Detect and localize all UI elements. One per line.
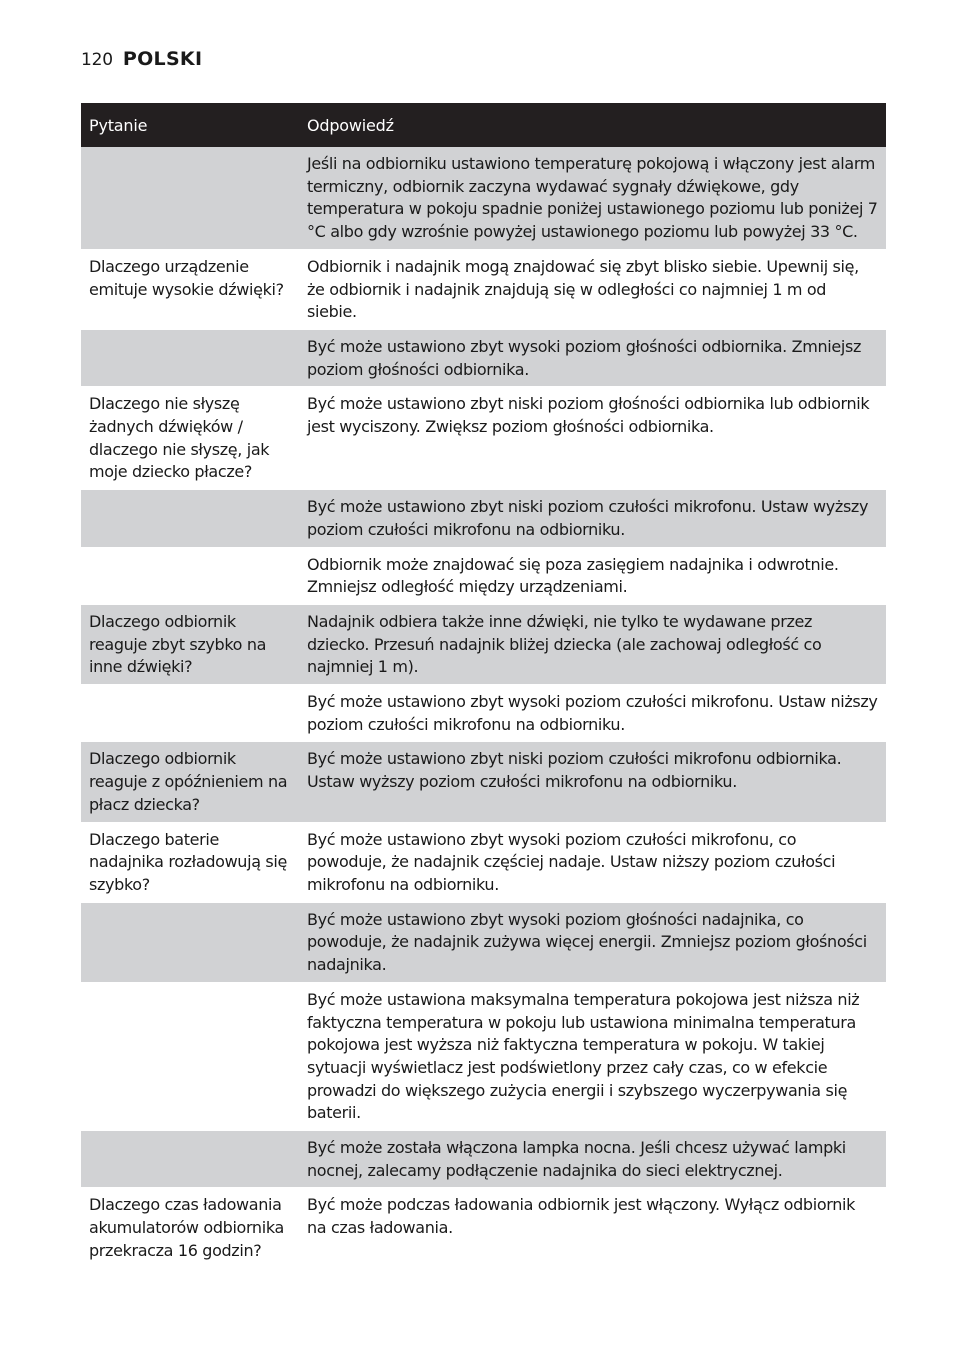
table-row xyxy=(81,982,886,1130)
question-cell xyxy=(81,902,299,982)
question-cell xyxy=(81,1131,299,1188)
question-cell xyxy=(81,982,299,1130)
table-row xyxy=(81,902,886,982)
answer-cell: Być może ustawiono zbyt niski poziom czułości mikrofonu. Ustaw wyższy poziom czułości mikrofonu na odbiorniku. xyxy=(299,490,886,547)
question-cell xyxy=(81,147,299,249)
table-row xyxy=(81,1188,886,1268)
question-cell xyxy=(81,329,299,386)
troubleshooting-table xyxy=(81,103,886,1268)
answer-cell: Odbiornik może znajdować się poza zasięgiem nadajnika i odwrotnie. Zmniejsz odległość między urządzeniami. xyxy=(299,547,886,604)
table-row xyxy=(81,604,886,684)
table-row xyxy=(81,387,886,490)
answer-cell: Jeśli na odbiorniku ustawiono temperaturę pokojową i włączony jest alarm termiczny, odbiornik zaczyna wydawać sygnały dźwiękowe, gdy temperatura w pokoju spadnie poniżej ustawionego poziomu lub poniżej 7 °C albo gdy wzrośnie powyżej ustawionego poziomu lub powyżej 33 °C. xyxy=(299,147,886,249)
answer-cell: Być może została włączona lampka nocna. Jeśli chcesz używać lampki nocnej, zalecamy podłączenie nadajnika do sieci elektrycznej. xyxy=(299,1131,886,1188)
table-row xyxy=(81,742,886,822)
question-cell: Dlaczego urządzenie emituje wysokie dźwięki? xyxy=(81,249,299,329)
question-cell: Dlaczego baterie nadajnika rozładowują się szybko? xyxy=(81,822,299,902)
table-row xyxy=(81,490,886,547)
table-row xyxy=(81,822,886,902)
table-header-row xyxy=(81,103,886,147)
language-title: POLSKI xyxy=(122,48,203,70)
answer-cell: Być może ustawiono zbyt wysoki poziom czułości mikrofonu. Ustaw niższy poziom czułości mikrofonu na odbiorniku. xyxy=(299,685,886,742)
answer-cell: Nadajnik odbiera także inne dźwięki, nie tylko te wydawane przez dziecko. Przesuń nadajnik bliżej dziecka (ale zachowaj odległość co najmniej 1 m). xyxy=(299,604,886,684)
answer-cell: Być może ustawiono zbyt wysoki poziom czułości mikrofonu, co powoduje, że nadajnik częściej nadaje. Ustaw niższy poziom czułości mikrofonu na odbiorniku. xyxy=(299,822,886,902)
answer-cell: Być może ustawiono zbyt niski poziom głośności odbiornika lub odbiornik jest wyciszony. Zwiększ poziom głośności odbiornika. xyxy=(299,387,886,490)
question-cell: Dlaczego czas ładowania akumulatorów odbiornika przekracza 16 godzin? xyxy=(81,1188,299,1268)
column-header-question: Pytanie xyxy=(81,103,299,147)
answer-cell: Być może podczas ładowania odbiornik jest włączony. Wyłącz odbiornik na czas ładowania. xyxy=(299,1188,886,1268)
question-cell: Dlaczego odbiornik reaguje z opóźnieniem na płacz dziecka? xyxy=(81,742,299,822)
question-cell: Dlaczego nie słyszę żadnych dźwięków / dlaczego nie słyszę, jak moje dziecko płacze? xyxy=(81,387,299,490)
column-header-answer: Odpowiedź xyxy=(299,103,886,147)
question-cell xyxy=(81,685,299,742)
page-number: 120 xyxy=(81,50,113,70)
answer-cell: Być może ustawiono zbyt wysoki poziom głośności nadajnika, co powoduje, że nadajnik zużywa więcej energii. Zmniejsz poziom głośności nadajnika. xyxy=(299,902,886,982)
answer-cell: Odbiornik i nadajnik mogą znajdować się zbyt blisko siebie. Upewnij się, że odbiornik i nadajnik znajdują się w odległości co najmniej 1 m od siebie. xyxy=(299,249,886,329)
question-cell xyxy=(81,490,299,547)
answer-cell: Być może ustawiono zbyt niski poziom czułości mikrofonu odbiornika. Ustaw wyższy poziom czułości mikrofonu na odbiorniku. xyxy=(299,742,886,822)
table-row xyxy=(81,147,886,249)
table-row xyxy=(81,1131,886,1188)
table-row xyxy=(81,249,886,329)
answer-cell: Być może ustawiona maksymalna temperatura pokojowa jest niższa niż faktyczna temperatura w pokoju lub ustawiona minimalna temperatura pokojowa jest wyższa niż faktyczna temperatura w pokoju. W takiej sytuacji wyświetlacz jest podświetlony przez cały czas, co w efekcie prowadzi do większego zużycia energii i szybszego wyczerpywania się baterii. xyxy=(299,982,886,1130)
table-row xyxy=(81,685,886,742)
table-row xyxy=(81,329,886,386)
page-header xyxy=(81,48,202,70)
question-cell xyxy=(81,547,299,604)
question-cell: Dlaczego odbiornik reaguje zbyt szybko na inne dźwięki? xyxy=(81,604,299,684)
table-row xyxy=(81,547,886,604)
answer-cell: Być może ustawiono zbyt wysoki poziom głośności odbiornika. Zmniejsz poziom głośności odbiornika. xyxy=(299,329,886,386)
